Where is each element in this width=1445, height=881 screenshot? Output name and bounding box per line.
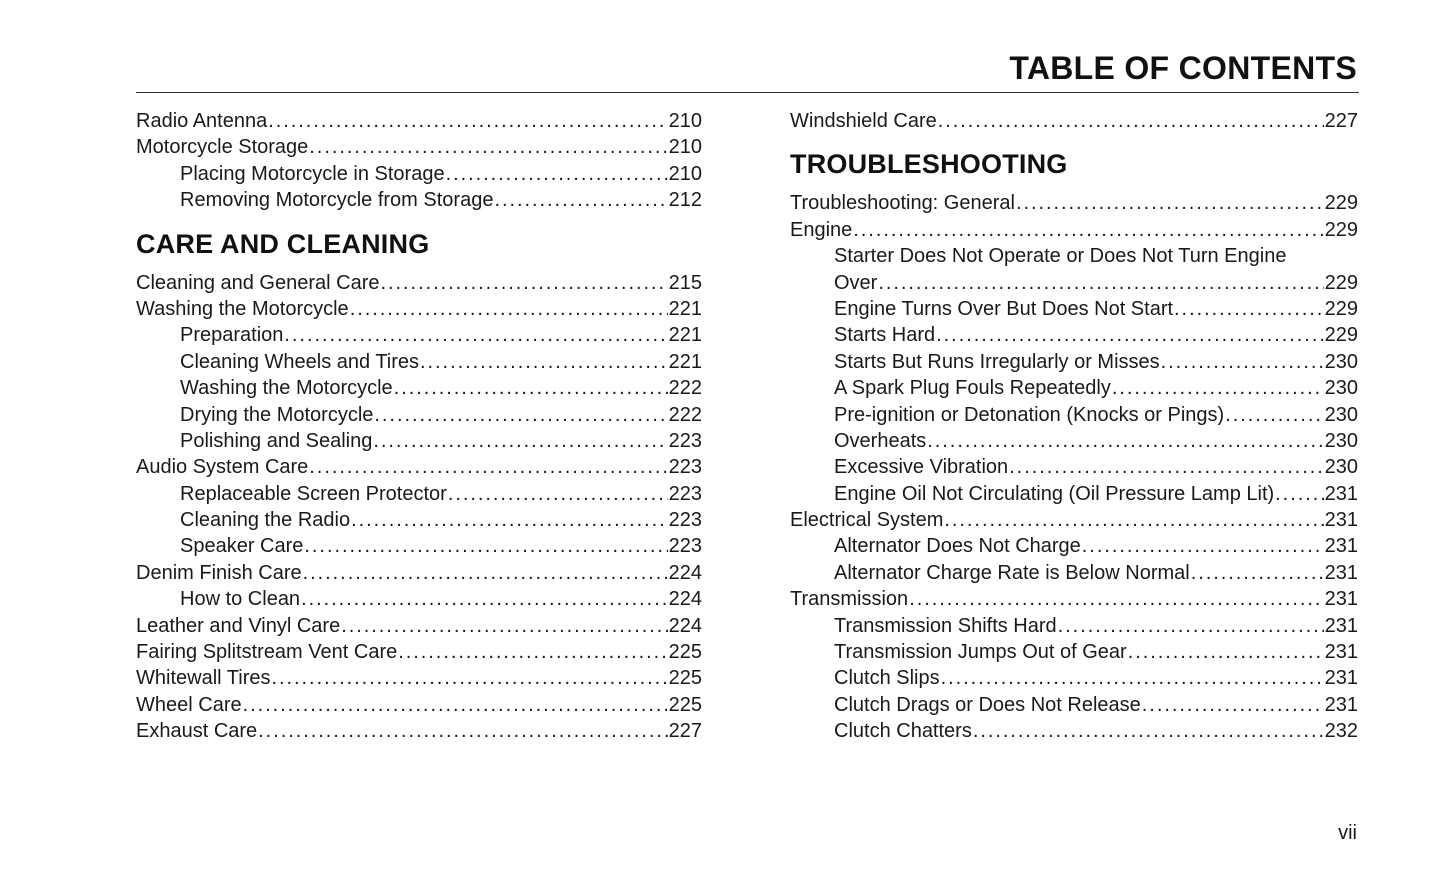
toc-entry-title: Alternator Charge Rate is Below Normal [834,561,1190,584]
toc-entry[interactable] [136,322,702,348]
toc-entry[interactable] [136,108,702,134]
dot-leader [1082,533,1324,559]
dot-leader [1058,613,1324,639]
toc-entry[interactable] [790,692,1358,718]
toc-entry-title: Clutch Slips [834,667,940,690]
toc-entry[interactable] [136,533,702,559]
toc-entry-title: Whitewall Tires [136,667,271,690]
toc-entry-page: 231 [1324,693,1358,716]
dot-leader [1174,296,1324,322]
toc-entry-title: Windshield Care [790,110,937,132]
dot-leader [944,507,1323,533]
dot-leader [941,665,1324,691]
toc-entry-title: Cleaning the Radio [180,509,351,532]
toc-entry[interactable] [136,718,702,744]
toc-entry-page: 231 [1324,614,1358,637]
dot-leader [878,270,1323,296]
dot-leader [398,639,667,665]
dot-leader [394,375,668,401]
dot-leader [1275,481,1323,507]
toc-entry[interactable] [790,402,1358,428]
toc-entry[interactable] [790,718,1358,744]
toc-entry-page: 229 [1324,192,1358,215]
toc-entry-page: 231 [1324,535,1358,558]
dot-leader [309,134,667,160]
dot-leader [936,322,1323,348]
toc-entry[interactable] [790,481,1358,507]
toc-entry-title: Starts Hard [834,324,936,347]
toc-entry-title: Exhaust Care [136,720,258,743]
toc-entry-title: Denim Finish Care [136,561,302,584]
dot-leader [448,481,668,507]
toc-entry-title: Alternator Does Not Charge [834,535,1081,558]
toc-entry[interactable] [136,161,702,187]
toc-entry-page: 221 [668,297,702,320]
toc-entry-page: 221 [668,350,702,373]
toc-entry[interactable] [136,454,702,480]
dot-leader [341,613,667,639]
dot-leader [420,349,668,375]
toc-entry[interactable] [136,349,702,375]
dot-leader [1191,560,1324,586]
toc-entry[interactable] [790,613,1358,639]
toc-entry-page: 230 [1324,377,1358,400]
dot-leader [271,665,667,691]
dot-leader [1225,402,1323,428]
toc-entry-title: Wheel Care [136,693,242,716]
dot-leader [350,296,668,322]
dot-leader [446,161,668,187]
toc-entry-page: 229 [1324,297,1358,320]
toc-entry-page: 230 [1324,429,1358,452]
toc-entry[interactable] [136,134,702,160]
dot-leader [268,108,667,134]
dot-leader [1009,454,1323,480]
toc-entry-page: 231 [1324,561,1358,584]
toc-entry-title: Leather and Vinyl Care [136,614,341,637]
toc-entry-title: Speaker Care [180,535,304,558]
toc-entry-title: Cleaning Wheels and Tires [180,350,420,373]
toc-entry-page: 222 [668,403,702,426]
dot-leader [1128,639,1324,665]
dot-leader [284,322,667,348]
toc-entry-title: Removing Motorcycle from Storage [180,189,494,212]
toc-entry-title: Clutch Drags or Does Not Release [834,693,1141,716]
dot-leader [309,454,667,480]
toc-entry-title: Replaceable Screen Protector [180,482,447,505]
header-rule [136,92,1359,93]
toc-entry-title: How to Clean [180,588,301,611]
toc-entry[interactable] [790,322,1358,348]
toc-entry-title: Motorcycle Storage [136,136,309,159]
toc-entry-title: Preparation [180,324,284,347]
toc-entry-title: Clutch Chatters [834,720,972,743]
toc-entry-page: 225 [668,641,702,664]
toc-entry[interactable] [136,428,702,454]
toc-entry-title: Troubleshooting: General [790,192,1015,215]
dot-leader [381,270,668,296]
toc-entry[interactable] [136,560,702,586]
dot-leader [938,108,1324,134]
toc-entry-line2 [790,270,1358,296]
toc-entry-page: 210 [668,110,702,132]
toc-entry[interactable] [790,375,1358,401]
toc-entry[interactable] [790,217,1358,243]
toc-entry-page: 210 [668,136,702,159]
toc-entry-title: Starts But Runs Irregularly or Misses [834,350,1160,373]
dot-leader [304,533,667,559]
toc-entry-page: 224 [668,614,702,637]
dot-leader [301,586,668,612]
left-column [136,108,702,745]
toc-entry[interactable] [136,402,702,428]
toc-entry-page: 231 [1324,588,1358,611]
page-title: TABLE OF CONTENTS [1009,50,1357,86]
toc-entry-page: 210 [668,162,702,185]
toc-entry-page: 222 [668,377,702,400]
toc-entry[interactable] [790,190,1358,216]
toc-entry-title: Washing the Motorcycle [180,377,393,400]
toc-entry[interactable] [136,586,702,612]
toc-entry-page: 215 [668,271,702,294]
toc-entry[interactable] [790,560,1358,586]
toc-entry-page: 231 [1324,667,1358,690]
toc-entry-page: 223 [668,456,702,479]
toc-entry-page: 221 [668,324,702,347]
dot-leader [494,187,667,213]
toc-entry[interactable] [136,692,702,718]
toc-entry-page: 224 [668,588,702,611]
right-group2b [790,296,1358,745]
dot-leader [258,718,667,744]
toc-entry-title-line2: Over [834,271,878,294]
dot-leader [1142,692,1324,718]
toc-entry[interactable] [790,108,1358,134]
dot-leader [853,217,1323,243]
toc-entry-title: Polishing and Sealing [180,429,373,452]
toc-entry-title: Radio Antenna [136,110,268,132]
toc-entry-title: A Spark Plug Fouls Repeatedly [834,377,1111,400]
toc-entry-page: 231 [1324,509,1358,532]
toc-entry-title: Transmission Jumps Out of Gear [834,641,1127,664]
toc-entry-page: 227 [1324,110,1358,132]
toc-entry-page: 212 [668,189,702,212]
toc-entry[interactable] [136,187,702,213]
toc-entry-title: Placing Motorcycle in Storage [180,162,445,185]
toc-entry-title: Drying the Motorcycle [180,403,374,426]
left-group2 [136,270,702,745]
toc-entry[interactable] [136,375,702,401]
toc-entry-page: 232 [1324,720,1358,743]
toc-entry-title: Engine [790,218,853,241]
toc-entry[interactable] [136,639,702,665]
toc-entry[interactable] [790,428,1358,454]
toc-entry-page: 223 [668,535,702,558]
toc-entry-page: 229 [1324,218,1358,241]
toc-entry-page: 229 [1324,271,1358,294]
toc-entry-page: 223 [668,509,702,532]
right-group1 [790,108,1358,134]
toc-entry-page: 231 [1324,482,1358,505]
toc-entry[interactable] [136,507,702,533]
right-group2a [790,190,1358,243]
toc-entry-title: Overheats [834,429,927,452]
toc-entry-title: Cleaning and General Care [136,271,380,294]
section-heading-care-and-cleaning: CARE AND CLEANING [136,228,430,259]
dot-leader [973,718,1324,744]
toc-entry-page: 227 [668,720,702,743]
toc-entry[interactable] [136,613,702,639]
toc-entry-title: Transmission Shifts Hard [834,614,1057,637]
toc-entry-title: Pre-ignition or Detonation (Knocks or Pings) [834,403,1225,426]
toc-entry-title: Engine Turns Over But Does Not Start [834,297,1174,320]
dot-leader [909,586,1323,612]
dot-leader [927,428,1323,454]
dot-leader [374,402,667,428]
toc-entry[interactable] [790,296,1358,322]
toc-entry-page: 225 [668,693,702,716]
left-group1 [136,108,702,214]
toc-entry[interactable] [136,270,702,296]
dot-leader [243,692,668,718]
toc-entry[interactable] [790,507,1358,533]
toc-entry[interactable] [790,586,1358,612]
toc-entry-title: Engine Oil Not Circulating (Oil Pressure Lamp Lit) [834,482,1275,505]
toc-entry-title: Audio System Care [136,456,309,479]
dot-leader [1016,190,1324,216]
dot-leader [1161,349,1324,375]
toc-entry-title: Fairing Splitstream Vent Care [136,641,398,664]
toc-entry-title: Electrical System [790,509,944,532]
dot-leader [373,428,667,454]
section-heading-troubleshooting: TROUBLESHOOTING [790,149,1068,180]
toc-entry-title: Washing the Motorcycle [136,297,349,320]
toc-entry[interactable] [136,481,702,507]
toc-entry-title-line1: Starter Does Not Operate or Does Not Turn Engine [834,245,1287,268]
toc-entry-page: 230 [1324,403,1358,426]
toc-entry[interactable] [790,533,1358,559]
toc-entry[interactable] [790,665,1358,691]
dot-leader [1112,375,1324,401]
toc-entry[interactable] [136,296,702,322]
toc-entry-page: 230 [1324,350,1358,373]
toc-entry-page: 223 [668,429,702,452]
dot-leader [351,507,668,533]
toc-entry-page: 229 [1324,324,1358,347]
toc-entry-page: 223 [668,482,702,505]
toc-entry-wrapped[interactable] [790,243,1358,296]
toc-entry-title: Transmission [790,588,909,611]
toc-entry[interactable] [790,349,1358,375]
dot-leader [303,560,668,586]
toc-entry[interactable] [790,454,1358,480]
toc-entry-page: 225 [668,667,702,690]
right-column [790,108,1358,745]
toc-entry-page: 224 [668,561,702,584]
toc-entry[interactable] [790,639,1358,665]
toc-entry-page: 231 [1324,641,1358,664]
toc-entry-page: 230 [1324,456,1358,479]
toc-entry[interactable] [136,665,702,691]
page-number: vii [1338,822,1357,844]
toc-entry-title: Excessive Vibration [834,456,1009,479]
